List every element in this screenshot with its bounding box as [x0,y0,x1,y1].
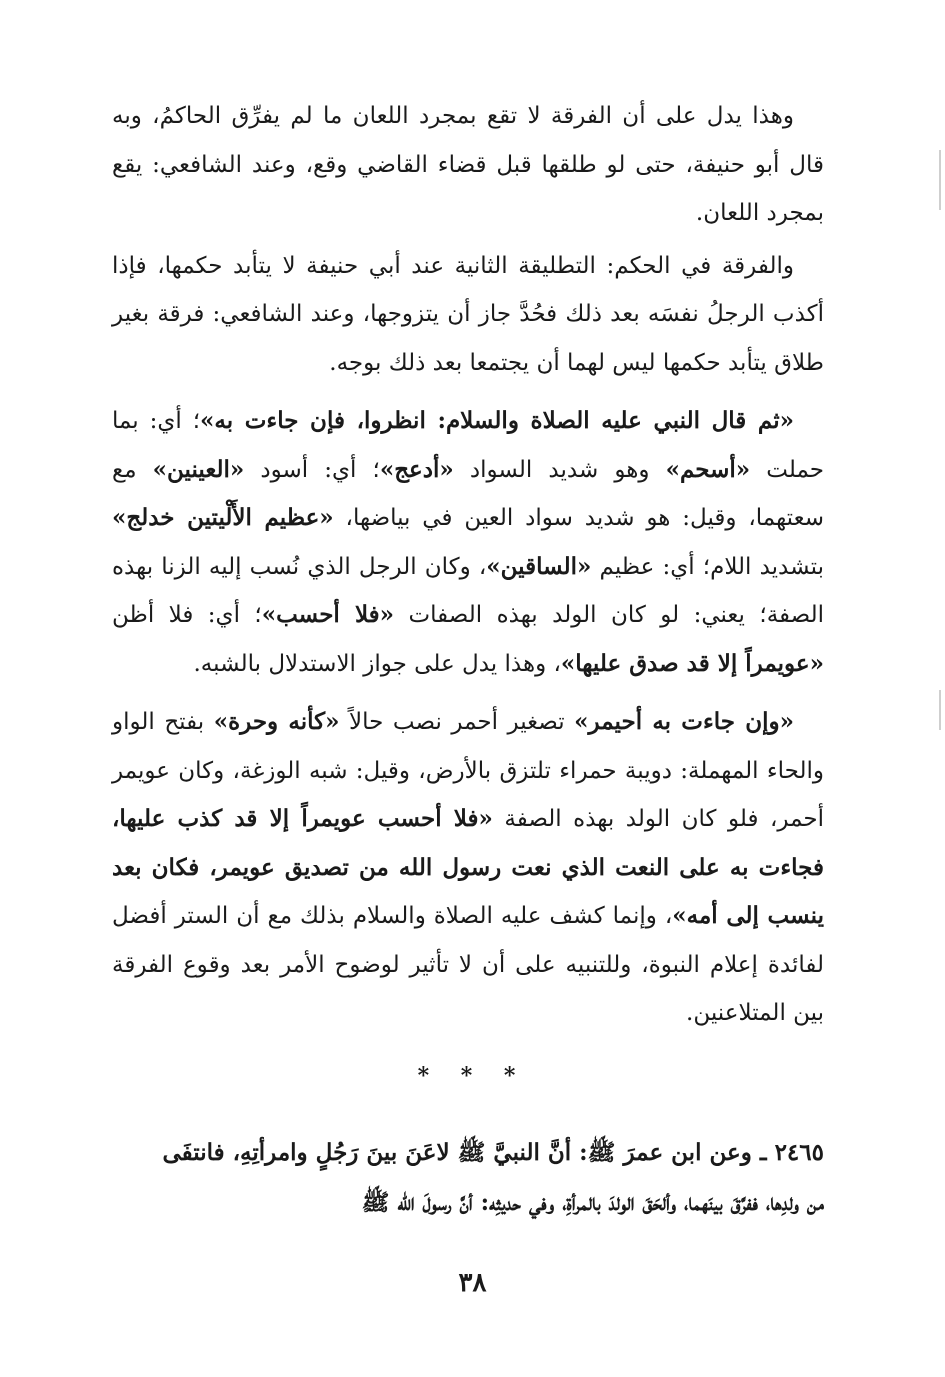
quote-text: «عظيم الأَلْيتين خدلج» [112,504,334,531]
commentary-text [112,92,824,1048]
quote-text: «أدعج» [379,455,454,483]
quote-text: «ثم قال النبي عليه الصلاة والسلام: انظروا، فإن جاءت به» [200,407,795,434]
hadith-line: من ولدِها، ففرَّقَ بينَهما، وألحَقَ الولدَ بالمرأةِ، وفي حديثِه: أنَّ رسولَ الله ﷺ [361,1189,824,1216]
quote-text: «الساقين» [486,552,592,580]
hadith-text [112,1128,824,1228]
scan-edge-mark [939,150,941,210]
quote-text: «العينين» [152,455,245,483]
paragraph-2: والفرقة في الحكم: التطليقة الثانية عند أبي حنيفة لا يتأبد حكمها، فإذا أكذب الرجلُ نفسَه بعد ذلك فحُدَّ جاز أن يتزوجها، وعند الشافعي: فرقة بغير طلاق يتأبد حكمها ليس لهما أن يجتمعا بعد ذلك بوجه. [112,252,824,376]
quote-text: «عويمراً إلا قد صدق عليها» [560,649,824,677]
quote-text: «وإن جاءت به أحيمر» [574,708,795,735]
paragraph-4: «وإن جاءت به أحيمر» تصغير أحمر نصب حالاً «كأنه وحرة» بفتح الواو والحاء المهملة: دويبة حمراء تلتزق بالأرض، وقيل: شبه الوزغة، وكان عويمر أحمر، فلو كان الولد بهذه الصفة «فلا أحسب عويمراً إلا قد كذب عليها، فجاءت به على النعت الذي نعت رسول الله من تصديق عويمر، فكان بعد ينسب إلى أمه»، وإنما كشف عليه الصلاة والسلام بذلك مع أن الستر أفضل لفائدة إعلام النبوة، وللتنبيه على أن لا تأثير لوضوح الأمر بعد وقوع الفرقة بين المتلاعنين. [112,708,824,1026]
quote-text: «فلا أحسب عويمراً إلا قد كذب عليها، فجاءت به على النعت الذي نعت رسول الله من تصديق عويمر، فكان بعد ينسب إلى أمه» [112,805,824,929]
scan-edge-mark [939,690,941,730]
quote-text: «كأنه وحرة» [213,708,340,735]
paragraph-1: وهذا يدل على أن الفرقة لا تقع بمجرد اللعان ما لم يفرِّق الحاكمُ، وبه قال أبو حنيفة، حتى لو طلقها قبل قضاء القاضي وقع، وعند الشافعي: يقع بمجرد اللعان. [112,103,824,226]
section-divider: * * * [417,1063,528,1089]
page-number: ٣٨ [458,1268,487,1298]
quote-text: «أسحم» [665,455,751,483]
paragraph-3: «ثم قال النبي عليه الصلاة والسلام: انظروا، فإن جاءت به»؛ أي: بما حملت «أسحم» وهو شديد السواد «أدعج»؛ أي: أسود «العينين» مع سعتهما، وقيل: هو شديد سواد العين في بياضها، «عظيم الأَلْيتين خدلج» بتشديد اللام؛ أي: عظيم «الساقين»، وكان الرجل الذي نُسب إليه الزنا بهذه الصفة؛ يعني: لو كان الولد بهذه الصفات «فلا أحسب»؛ أي: فلا أظن «عويمراً إلا قد صدق عليها»، وهذا يدل على جواز الاستدلال بالشبه. [112,407,824,677]
quote-text: «فلا أحسب» [261,601,395,628]
hadith-line: ٢٤٦٥ ـ وعن ابن عمرَ ﷺ: أنَّ النبيَّ ﷺ لاعَنَ بينَ رَجُلٍ وامرأتِهِ، فانتفَى [162,1139,824,1166]
